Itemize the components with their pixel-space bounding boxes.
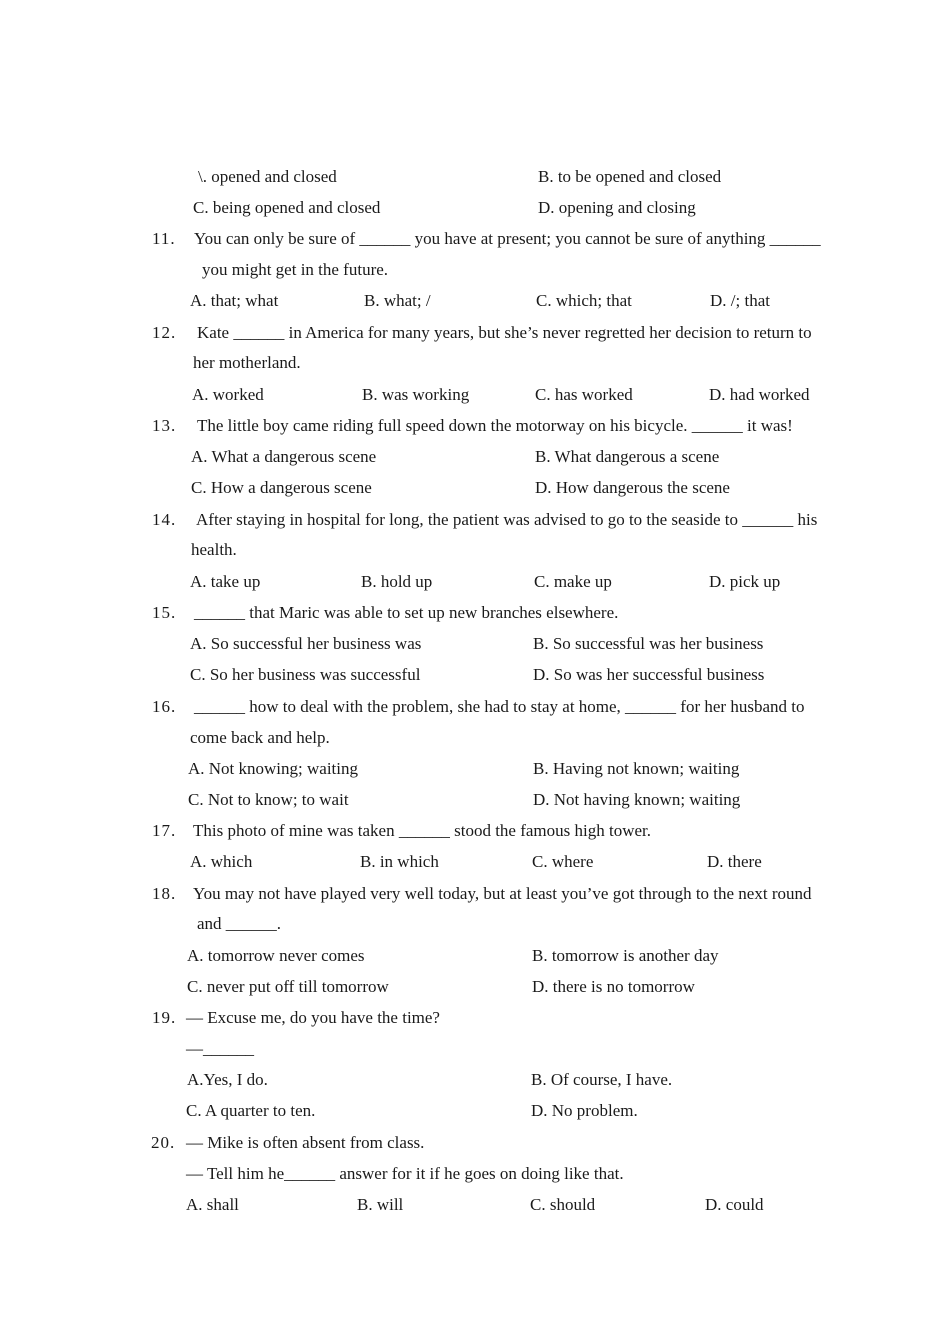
q19-options-row-1 — [0, 1071, 950, 1101]
q18-options-row-2 — [0, 978, 950, 1008]
q18-number: 18. — [152, 884, 177, 903]
q14-stem-line-2 — [0, 541, 950, 571]
q13-option-b: B. What dangerous a scene — [535, 447, 720, 466]
q14-option-b: B. hold up — [361, 572, 433, 591]
q15-options-row-1 — [0, 635, 950, 665]
q20-option-d: D. could — [705, 1195, 764, 1214]
q16-stem-line-2 — [0, 729, 950, 759]
q17-stem: This photo of mine was taken ______ stood the famous high tower. — [193, 821, 651, 840]
q14-option-c: C. make up — [534, 572, 612, 591]
q13-options-row-1 — [0, 448, 950, 478]
q19-options-row-2 — [0, 1102, 950, 1132]
q17-stem-line-1 — [0, 822, 950, 852]
q11-stem-line-1 — [0, 230, 950, 260]
q20-number: 20. — [151, 1133, 176, 1152]
q14-stem-line-1 — [0, 511, 950, 541]
q18-option-a: A. tomorrow never comes — [187, 946, 365, 965]
q13-stem: The little boy came riding full speed down the motorway on his bicycle. ______ it was! — [197, 416, 793, 435]
q18-stem: You may not have played very well today, but at least you’ve got through to the next round — [193, 884, 812, 903]
q17-option-b: B. in which — [360, 852, 439, 871]
q17-options-row — [0, 853, 950, 883]
q13-stem-line-1 — [0, 417, 950, 447]
q12-option-a: A. worked — [192, 385, 264, 404]
q20-stem: — Mike is often absent from class. — [186, 1133, 425, 1152]
q16-options-row-2 — [0, 791, 950, 821]
q19-option-b: B. Of course, I have. — [531, 1070, 673, 1089]
q10-option-c: C. being opened and closed — [193, 198, 381, 217]
q16-stem-line-1 — [0, 698, 950, 728]
q17-option-a: A. which — [190, 852, 253, 871]
q18-option-c: C. never put off till tomorrow — [187, 977, 389, 996]
q15-option-a: A. So successful her business was — [190, 634, 422, 653]
q11-stem-line-2 — [0, 261, 950, 291]
q15-option-c: C. So her business was successful — [190, 665, 421, 684]
q18-option-d: D. there is no tomorrow — [532, 977, 695, 996]
q11-stem: You can only be sure of ______ you have at present; you cannot be sure of anything ______ — [194, 229, 821, 248]
q13-options-row-2 — [0, 479, 950, 509]
q16-stem: ______ how to deal with the problem, she had to stay at home, ______ for her husband to — [194, 697, 805, 716]
q15-number: 15. — [152, 603, 177, 622]
q14-option-d: D. pick up — [709, 572, 781, 591]
q10-option-a: \. opened and closed — [198, 167, 337, 186]
q11-option-b: B. what; / — [364, 291, 431, 310]
q10-options-row-1 — [0, 168, 950, 198]
q20-option-b: B. will — [357, 1195, 404, 1214]
q13-number: 13. — [152, 416, 177, 435]
q11-option-a: A. that; what — [190, 291, 279, 310]
q19-option-c: C. A quarter to ten. — [186, 1101, 316, 1120]
q16-option-b: B. Having not known; waiting — [533, 759, 740, 778]
q15-option-b: B. So successful was her business — [533, 634, 764, 653]
q13-option-a: A. What a dangerous scene — [191, 447, 377, 466]
q12-option-d: D. had worked — [709, 385, 810, 404]
q17-option-c: C. where — [532, 852, 594, 871]
q16-stem-continued: come back and help. — [190, 728, 330, 747]
q20-options-row — [0, 1196, 950, 1226]
q16-option-c: C. Not to know; to wait — [188, 790, 349, 809]
q10-option-b: B. to be opened and closed — [538, 167, 722, 186]
q11-stem-continued: you might get in the future. — [202, 260, 389, 279]
q19-stem: — Excuse me, do you have the time? — [186, 1008, 440, 1027]
q14-options-row — [0, 573, 950, 603]
q19-number: 19. — [152, 1008, 177, 1027]
q18-stem-continued: and ______. — [197, 914, 282, 933]
q12-stem: Kate ______ in America for many years, but she’s never regretted her decision to return to — [197, 323, 812, 342]
q14-option-a: A. take up — [190, 572, 261, 591]
q15-stem: ______ that Maric was able to set up new branches elsewhere. — [194, 603, 619, 622]
q18-options-row-1 — [0, 947, 950, 977]
q16-options-row-1 — [0, 760, 950, 790]
q11-option-d: D. /; that — [710, 291, 770, 310]
q20-stem-continued: — Tell him he______ answer for it if he goes on doing like that. — [186, 1164, 624, 1183]
q19-stem-line-2 — [0, 1040, 950, 1070]
q14-stem-continued: health. — [191, 540, 237, 559]
q15-option-d: D. So was her successful business — [533, 665, 765, 684]
q14-number: 14. — [152, 510, 177, 529]
q19-response-blank: —______ — [186, 1039, 254, 1058]
q12-option-b: B. was working — [362, 385, 470, 404]
q13-option-c: C. How a dangerous scene — [191, 478, 372, 497]
q12-options-row — [0, 386, 950, 416]
q20-option-a: A. shall — [186, 1195, 239, 1214]
q20-stem-line-1 — [0, 1134, 950, 1164]
q11-number: 11. — [152, 229, 176, 248]
q16-number: 16. — [152, 697, 177, 716]
q12-stem-line-2 — [0, 354, 950, 384]
q12-option-c: C. has worked — [535, 385, 633, 404]
q19-stem-line-1 — [0, 1009, 950, 1039]
q10-options-row-2 — [0, 199, 950, 229]
q16-option-d: D. Not having known; waiting — [533, 790, 741, 809]
q16-option-a: A. Not knowing; waiting — [188, 759, 358, 778]
q12-number: 12. — [152, 323, 177, 342]
q12-stem-continued: her motherland. — [193, 353, 301, 372]
q20-option-c: C. should — [530, 1195, 596, 1214]
q10-option-d: D. opening and closing — [538, 198, 696, 217]
q15-options-row-2 — [0, 666, 950, 696]
q17-option-d: D. there — [707, 852, 762, 871]
q17-number: 17. — [152, 821, 177, 840]
q13-option-d: D. How dangerous the scene — [535, 478, 730, 497]
q15-stem-line-1 — [0, 604, 950, 634]
q18-stem-line-2 — [0, 915, 950, 945]
q14-stem: After staying in hospital for long, the patient was advised to go to the seaside to ______ his — [196, 510, 818, 529]
q19-option-a: A.Yes, I do. — [187, 1070, 268, 1089]
q20-stem-line-2 — [0, 1165, 950, 1195]
q18-option-b: B. tomorrow is another day — [532, 946, 719, 965]
q18-stem-line-1 — [0, 885, 950, 915]
q12-stem-line-1 — [0, 324, 950, 354]
q11-options-row — [0, 292, 950, 322]
q19-option-d: D. No problem. — [531, 1101, 638, 1120]
q11-option-c: C. which; that — [536, 291, 632, 310]
